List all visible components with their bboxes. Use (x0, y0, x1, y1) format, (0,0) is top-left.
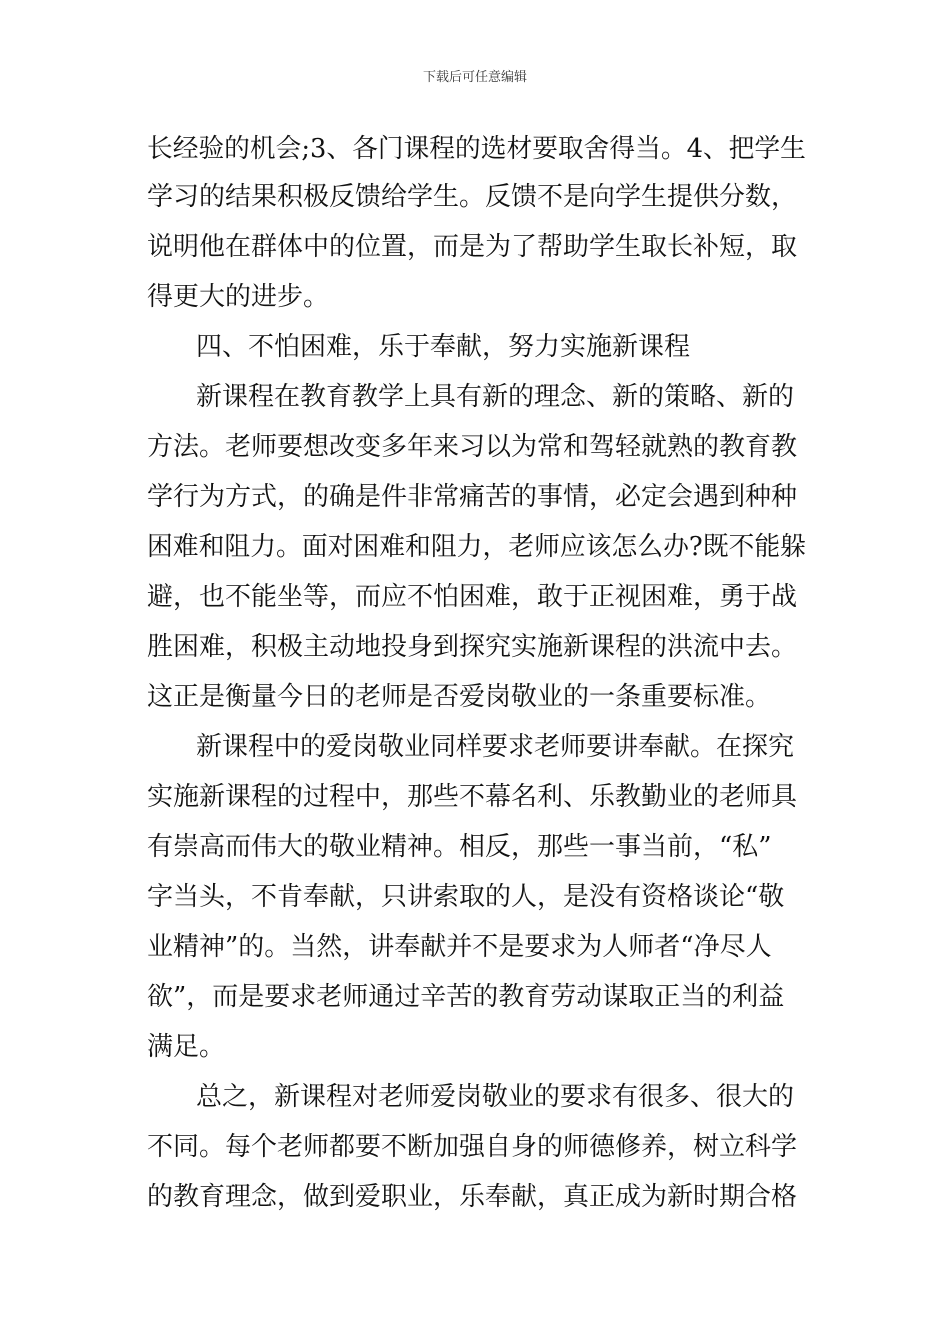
text-line: 欲”，而是要求老师通过辛苦的教育劳动谋取正当的利益 (147, 982, 785, 1012)
text-line: 困难和阻力。面对困难和阻力，老师应该怎么办?既不能躲 (147, 532, 806, 562)
text-line: 的教育理念，做到爱职业，乐奉献，真正成为新时期合格 (147, 1182, 798, 1212)
text-line: 胜困难，积极主动地投身到探究实施新课程的洪流中去。 (147, 632, 798, 662)
text-line: 说明他在群体中的位置，而是为了帮助学生取长补短，取 (147, 232, 798, 262)
text-line: 学行为方式，的确是件非常痛苦的事情，必定会遇到种种 (147, 482, 798, 512)
text-line: 长经验的机会;3、各门课程的选材要取舍得当。4、把学生 (147, 134, 806, 164)
text-line: 业精神”的。当然，讲奉献并不是要求为人师者“净尽人 (147, 932, 772, 962)
text-line: 满足。 (147, 1032, 226, 1062)
text-line: 新课程在教育教学上具有新的理念、新的策略、新的 (196, 382, 795, 412)
text-line: 总之，新课程对老师爱岗敬业的要求有很多、很大的 (196, 1082, 795, 1112)
text-line: 不同。每个老师都要不断加强自身的师德修养，树立科学 (147, 1132, 798, 1162)
text-line: 新课程中的爱岗敬业同样要求老师要讲奉献。在探究 (196, 732, 795, 762)
text-line: 这正是衡量今日的老师是否爱岗敬业的一条重要标准。 (147, 682, 772, 712)
text-line: 得更大的进步。 (147, 282, 330, 312)
text-line: 有崇高而伟大的敬业精神。相反，那些一事当前，“私” (147, 832, 772, 862)
text-line: 避，也不能坐等，而应不怕困难，敢于正视困难，勇于战 (147, 582, 798, 612)
page-header: 下载后可任意编辑 (422, 70, 527, 85)
text-line: 方法。老师要想改变多年来习以为常和驾轻就熟的教育教 (147, 432, 798, 462)
text-line: 学习的结果积极反馈给学生。反馈不是向学生提供分数， (147, 182, 798, 212)
text-line: 字当头，不肯奉献，只讲索取的人，是没有资格谈论“敬 (147, 882, 785, 912)
text-line: 实施新课程的过程中，那些不幕名利、乐教勤业的老师具 (147, 782, 798, 812)
section-heading: 四、不怕困难，乐于奉献，努力实施新课程 (196, 332, 691, 362)
